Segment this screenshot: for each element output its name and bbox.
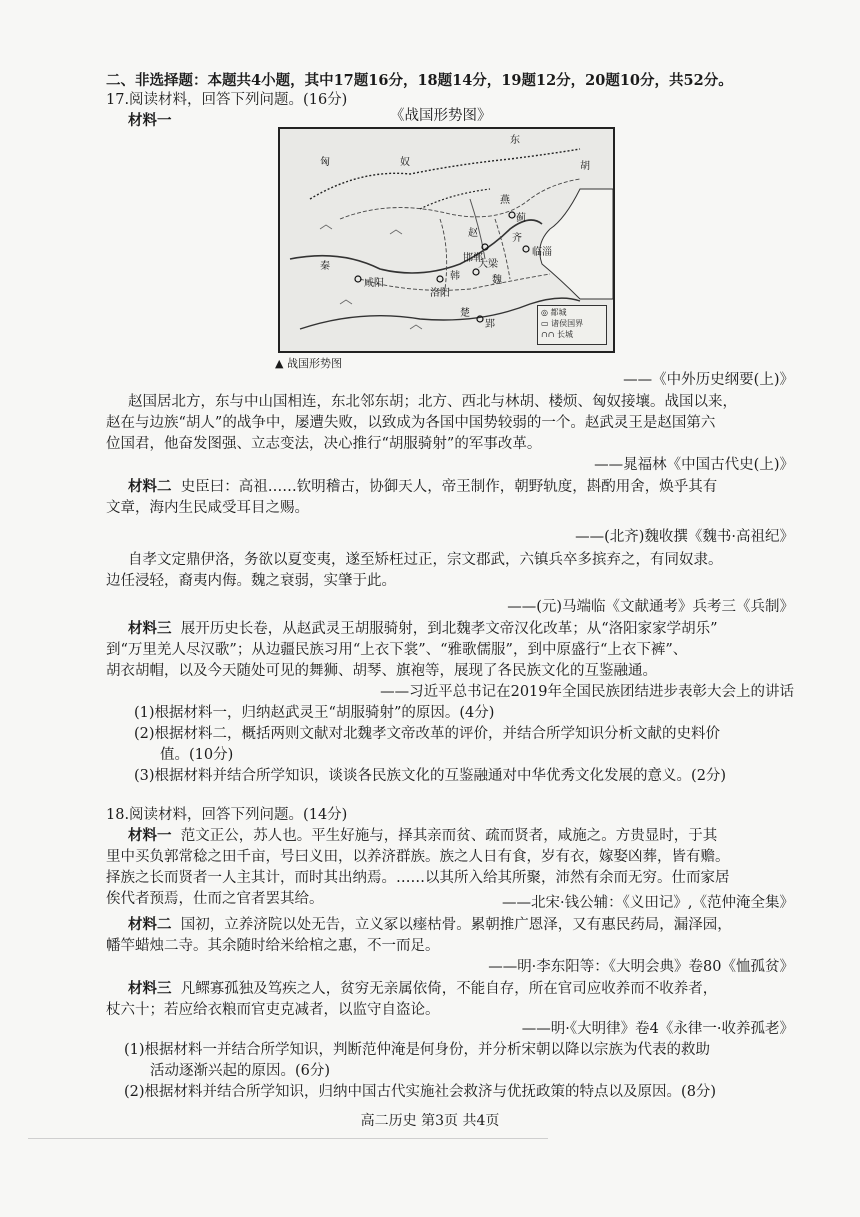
q17-m2-source1: ——(北齐)魏收撰《魏书·高祖纪》 <box>575 529 794 545</box>
q17-m1-para-line2: 赵在与边族“胡人”的战争中，屡遭失败，以致成为各国中国势较弱的一个。赵武灵王是赵国第六 <box>106 415 716 431</box>
map-label-daliang: 大梁 <box>478 259 498 270</box>
map-legend <box>537 305 607 345</box>
map-label-qi: 齐 <box>512 233 522 244</box>
q17-m2-p1-line1: 史臣曰：高祖……钦明稽古，协御天人，帝王制作，朝野轨度，斟酌用舍，焕乎其有 <box>180 479 718 495</box>
q18-material1-label: 材料一 <box>128 827 172 844</box>
q17-m3-p-line2: 到“万里羌人尽汉歌”；从边疆民族习用“上衣下裳”、“雅歌儒服”，到中原盛行“上衣下裤”、 <box>106 642 688 658</box>
q17-m2-p2-line2: 边任浸轻，裔夷内侮。魏之衰弱，实肇于此。 <box>106 573 396 589</box>
q17-question2-cont: 值。(10分) <box>160 747 234 763</box>
q18-m2-p-line2: 幡竿蜡烛二寺。其余随时给米给棺之惠，不一而足。 <box>106 938 440 954</box>
q17-m3-line1 <box>128 619 718 639</box>
map-label-luoyang: 洛阳 <box>430 288 450 299</box>
section-header: 二、非选择题：本题共4小题，其中17题16分，18题14分，19题12分，20题10分，共52分。 <box>106 72 733 89</box>
q18-m1-line1 <box>128 826 717 846</box>
q17-m1-para-line3: 位国君，他奋发图强、立志变法，决心推行“胡服骑射”的军事改革。 <box>106 436 542 452</box>
q18-m3-p-line2: 杖六十；若应给衣粮而官吏克减者，以监守自盗论。 <box>106 1002 440 1018</box>
q18-question1: (1)根据材料一并结合所学知识，判断范仲淹是何身份，并分析宋朝以降以宗族为代表的救助 <box>124 1042 711 1058</box>
q18-m3-line1 <box>128 979 717 999</box>
q17-m2-p2-line1: 自孝文定鼎伊洛，务欲以夏变夷，遂至矫枉过正，宗文郡武，六镇兵卒多摈弃之，有同奴隶。 <box>128 552 723 568</box>
q17-material3-label: 材料三 <box>128 620 172 637</box>
legend-wall: ∩∩ 长城 <box>541 330 573 339</box>
q18-m1-p-line3: 择族之长而贤者一人主其计，而时其出纳焉。……以其所入给其所聚，沛然有余而无穷。仕而家居 <box>106 870 730 886</box>
map-label-wei: 魏 <box>492 275 502 286</box>
q18-m1-p-line1: 范文正公，苏人也。平生好施与，择其亲而贫、疏而贤者，咸施之。方贵显时，于其 <box>180 828 718 844</box>
q18-m3-source: ——明·《大明律》卷4《永律一·收养孤老》 <box>521 1021 794 1037</box>
q17-question2: (2)根据材料二，概括两则文献对北魏孝文帝改革的评价，并结合所学知识分析文献的史料价 <box>134 726 721 742</box>
bottom-rule <box>28 1138 548 1139</box>
map-label-nu: 奴 <box>400 157 410 168</box>
q18-question2: (2)根据材料并结合所学知识，归纳中国古代实施社会救济与优抚政策的特点以及原因。(8分) <box>124 1084 717 1100</box>
q17-m1-source2: ——晁福林《中国古代史(上)》 <box>594 457 794 473</box>
map-label-dong: 东 <box>510 135 520 146</box>
warring-states-map <box>278 127 615 353</box>
q17-m2-line1 <box>128 477 717 497</box>
q18-question1-cont: 活动逐渐兴起的原因。(6分) <box>150 1063 331 1079</box>
q18-material3-label: 材料三 <box>128 980 172 997</box>
q18-m1-source: ——北宋·钱公辅：《义田记》,《范仲淹全集》 <box>502 895 794 911</box>
map-label-linzi: 临淄 <box>532 247 552 258</box>
map-label-handan: 邯郸 <box>463 253 483 264</box>
q17-m1-source1: ——《中外历史纲要(上)》 <box>623 372 794 388</box>
map-label-zhao: 赵 <box>468 228 478 239</box>
legend-border: ▭ 诸侯国界 <box>541 319 584 328</box>
q18-m2-line1 <box>128 915 732 935</box>
map-label-xiong: 匈 <box>320 157 330 168</box>
q17-material2-label: 材料二 <box>128 478 172 495</box>
map-label-hu: 胡 <box>580 161 590 172</box>
q17-material1-label: 材料一 <box>128 112 172 129</box>
map-label-qin: 秦 <box>320 261 330 272</box>
map-caption: ▲ 战国形势图 <box>275 357 342 370</box>
q18-m2-source: ——明·李东阳等：《大明会典》卷80《恤孤贫》 <box>488 959 794 975</box>
map-label-ji: 蓟 <box>516 213 526 224</box>
q17-m3-p-line1: 展开历史长卷，从赵武灵王胡服骑射，到北魏孝文帝汉化改革；从“洛阳家家学胡乐” <box>180 621 718 637</box>
q18-material2-label: 材料二 <box>128 916 172 933</box>
map-label-han: 韩 <box>450 271 460 282</box>
q18-m2-p-line1: 国初，立养济院以处无告，立义冢以瘗枯骨。累朝推广恩泽，又有惠民药局，漏泽园， <box>180 917 732 933</box>
q17-question3: (3)根据材料并结合所学知识，谈谈各民族文化的互鉴融通对中华优秀文化发展的意义。(2分) <box>134 768 727 784</box>
map-label-chu: 楚 <box>460 308 470 319</box>
q17-m2-source2: ——(元)马端临《文献通考》兵考三《兵制》 <box>507 599 794 615</box>
legend-capital: ◎ 都城 <box>541 308 567 317</box>
map-title: 《战国形势图》 <box>390 108 492 124</box>
page-footer: 高二历史 第3页 共4页 <box>360 1113 500 1129</box>
map-label-yan: 燕 <box>500 195 510 206</box>
q17-m3-source: ——习近平总书记在2019年全国民族团结进步表彰大会上的讲话 <box>380 684 794 700</box>
q17-m2-p1-line2: 文章，海内生民咸受耳目之赐。 <box>106 500 309 516</box>
q17-question1: (1)根据材料一，归纳赵武灵王“胡服骑射”的原因。(4分) <box>134 705 495 721</box>
q18-m1-p-line4: 俟代者预焉，仕而之官者罢其给。 <box>106 891 324 907</box>
q17-m3-p-line3: 胡衣胡帽，以及今天随处可见的舞狮、胡琴、旗袍等，展现了各民族文化的互鉴融通。 <box>106 663 657 679</box>
q18-stem: 18.阅读材料，回答下列问题。(14分) <box>106 807 348 823</box>
map-label-ying: 郢 <box>485 319 495 330</box>
q17-m1-para-line1: 赵国居北方，东与中山国相连，东北邻东胡；北方、西北与林胡、楼烦、匈奴接壤。战国以来， <box>128 394 737 410</box>
q17-stem: 17.阅读材料，回答下列问题。(16分) <box>106 92 348 108</box>
q18-m1-p-line2: 里中买负郭常稔之田千亩，号曰义田，以养济群族。族之人日有食，岁有衣，嫁娶凶葬，皆有赡。 <box>106 849 730 865</box>
map-label-xianyang: 咸阳 <box>364 278 384 289</box>
q18-m3-p-line1: 凡鳏寡孤独及笃疾之人，贫穷无亲属依倚，不能自存，所在官司应收养而不收养者， <box>180 981 718 997</box>
